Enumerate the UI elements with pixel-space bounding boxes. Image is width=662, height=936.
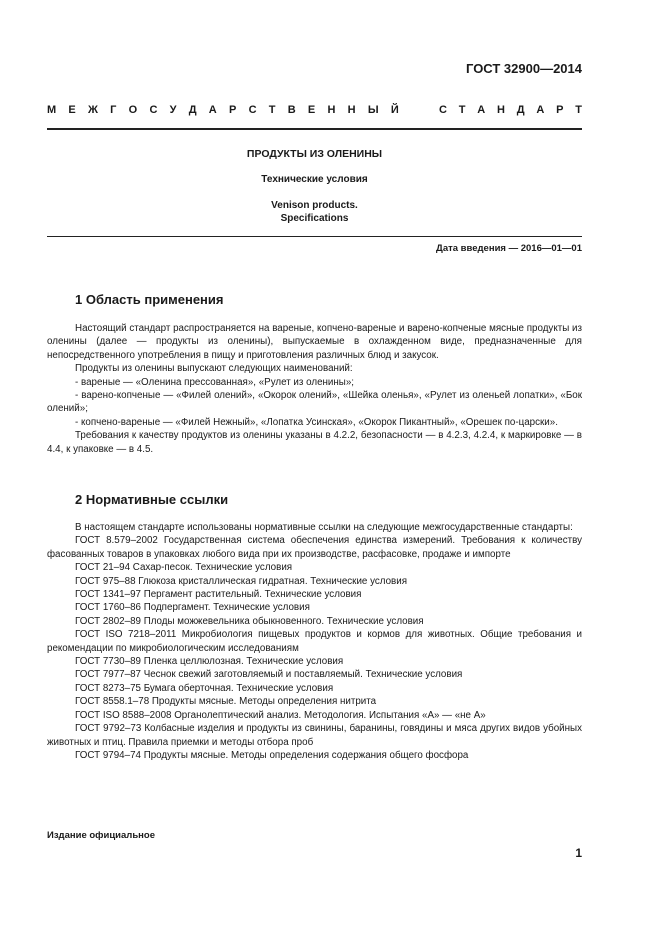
reference-item: ГОСТ 8.579–2002 Государственная система обеспечения единства измерений. Требования к количеству фасованных товаров в упаковках любого вида при их производстве, расфасовке, продаже и импорте bbox=[47, 535, 582, 560]
banner-letter: А bbox=[208, 104, 217, 116]
banner-word-standard bbox=[439, 104, 582, 116]
reference-item: ГОСТ ISO 7218–2011 Микробиология пищевых продуктов и кормов для животных. Общие требования и рекомендации по микробиологическим исследованиям bbox=[47, 629, 582, 654]
banner-letter: С bbox=[439, 104, 447, 116]
banner-letter: С bbox=[248, 104, 257, 116]
banner-letter: Е bbox=[307, 104, 316, 116]
section1-paragraph: Продукты из оленины выпускают следующих наименований: bbox=[75, 363, 353, 375]
document-title-english bbox=[47, 199, 582, 225]
introduction-date: Дата введения — 2016—01—01 bbox=[436, 243, 582, 254]
banner-letter: О bbox=[128, 104, 138, 116]
banner-letter: Н bbox=[347, 104, 356, 116]
banner-letter: Т bbox=[268, 104, 276, 116]
reference-item: ГОСТ 7730–89 Пленка целлюлозная. Технические условия bbox=[75, 656, 344, 668]
banner-letter: Ы bbox=[367, 104, 379, 116]
banner-letter: Й bbox=[390, 104, 399, 116]
standard-banner bbox=[47, 101, 582, 119]
section2-intro: В настоящем стандарте использованы нормативные ссылки на следующие межгосударственные стандарты: bbox=[75, 522, 573, 533]
banner-letter: М bbox=[47, 104, 57, 116]
banner-letter: Г bbox=[110, 104, 117, 116]
official-edition-label: Издание официальное bbox=[47, 830, 155, 841]
banner-letter: Д bbox=[188, 104, 197, 116]
page-number: 1 bbox=[575, 846, 582, 860]
banner-letter: Н bbox=[496, 104, 505, 116]
banner-rule bbox=[47, 128, 582, 130]
banner-letter: А bbox=[536, 104, 545, 116]
document-code: ГОСТ 32900—2014 bbox=[466, 61, 582, 76]
reference-item: ГОСТ 9792–73 Колбасные изделия и продукты из свинины, баранины, говядины и мяса других видов убойных животных и птиц. Правила приемки и методы отбора проб bbox=[47, 723, 582, 748]
section1-heading: 1 Область применения bbox=[75, 292, 224, 307]
section1-paragraph: Требования к качеству продуктов из оленины указаны в 4.2.2, безопасности — в 4.2.3, 4.2.4, к маркировке — в 4.4, к упаковке — в 4.5. bbox=[47, 430, 582, 455]
reference-item: ГОСТ ISO 8588–2008 Органолептический анализ. Методология. Испытания «А» — «не А» bbox=[75, 709, 486, 721]
banner-letter: Т bbox=[575, 104, 582, 116]
reference-item: ГОСТ 21–94 Сахар-песок. Технические условия bbox=[75, 562, 293, 574]
section2-heading: 2 Нормативные ссылки bbox=[75, 492, 229, 507]
banner-letter: Д bbox=[516, 104, 525, 116]
title-rule bbox=[47, 236, 582, 237]
reference-item: ГОСТ 2802–89 Плоды можжевельника обыкновенного. Технические условия bbox=[75, 615, 424, 627]
section1-body bbox=[47, 322, 582, 456]
reference-item: ГОСТ 8273–75 Бумага оберточная. Технические условия bbox=[75, 682, 334, 694]
banner-letter: Е bbox=[68, 104, 76, 116]
reference-item: ГОСТ 1760–86 Подпергамент. Технические условия bbox=[75, 602, 310, 614]
reference-item: ГОСТ 9794–74 Продукты мясные. Методы определения содержания общего фосфора bbox=[75, 749, 469, 761]
banner-letter: А bbox=[477, 104, 486, 116]
title-english-line1: Venison products. bbox=[271, 200, 358, 211]
banner-letter: В bbox=[287, 104, 296, 116]
title-english-line2: Specifications bbox=[280, 213, 349, 224]
banner-letter: Р bbox=[228, 104, 237, 116]
banner-letter: Н bbox=[327, 104, 336, 116]
document-title: ПРОДУКТЫ ИЗ ОЛЕНИНЫ bbox=[246, 148, 383, 160]
document-subtitle: Технические условия bbox=[261, 174, 368, 185]
banner-word-interstate bbox=[47, 104, 399, 116]
section1-paragraph: Настоящий стандарт распространяется на вареные, копчено-вареные и варено-копченые мясные продукты из оленины (далее — продукты из оленины), выпускаемые в охлажденном виде, предназначенные для непосредственного употребления в пищу и приготовления различных блюд и закусок. bbox=[47, 323, 582, 361]
banner-letter: У bbox=[169, 104, 177, 116]
banner-letter: С bbox=[149, 104, 158, 116]
section1-list-item: - копчено-вареные — «Филей Нежный», «Лопатка Усинская», «Окорок Пикантный», «Орешек по-царски». bbox=[75, 416, 558, 428]
reference-item: ГОСТ 975–88 Глюкоза кристаллическая гидратная. Технические условия bbox=[75, 575, 408, 587]
reference-item: ГОСТ 7977–87 Чеснок свежий заготовляемый и поставляемый. Технические условия bbox=[75, 669, 463, 681]
section1-list-item: - вареные — «Оленина прессованная», «Рулет из оленины»; bbox=[75, 376, 355, 388]
normative-references-list bbox=[47, 534, 582, 762]
banner-letter: Ж bbox=[87, 104, 98, 116]
section1-list-item: - варено-копченые — «Филей олений», «Окорок олений», «Шейка оленья», «Рулет из оленьей лопатки», «Бок олений»; bbox=[47, 390, 582, 415]
banner-letter: Р bbox=[556, 104, 564, 116]
reference-item: ГОСТ 8558.1–78 Продукты мясные. Методы определения нитрита bbox=[75, 696, 377, 708]
banner-letter: Т bbox=[458, 104, 466, 116]
section2-body bbox=[47, 521, 582, 762]
reference-item: ГОСТ 1341–97 Пергамент растительный. Технические условия bbox=[75, 589, 362, 601]
